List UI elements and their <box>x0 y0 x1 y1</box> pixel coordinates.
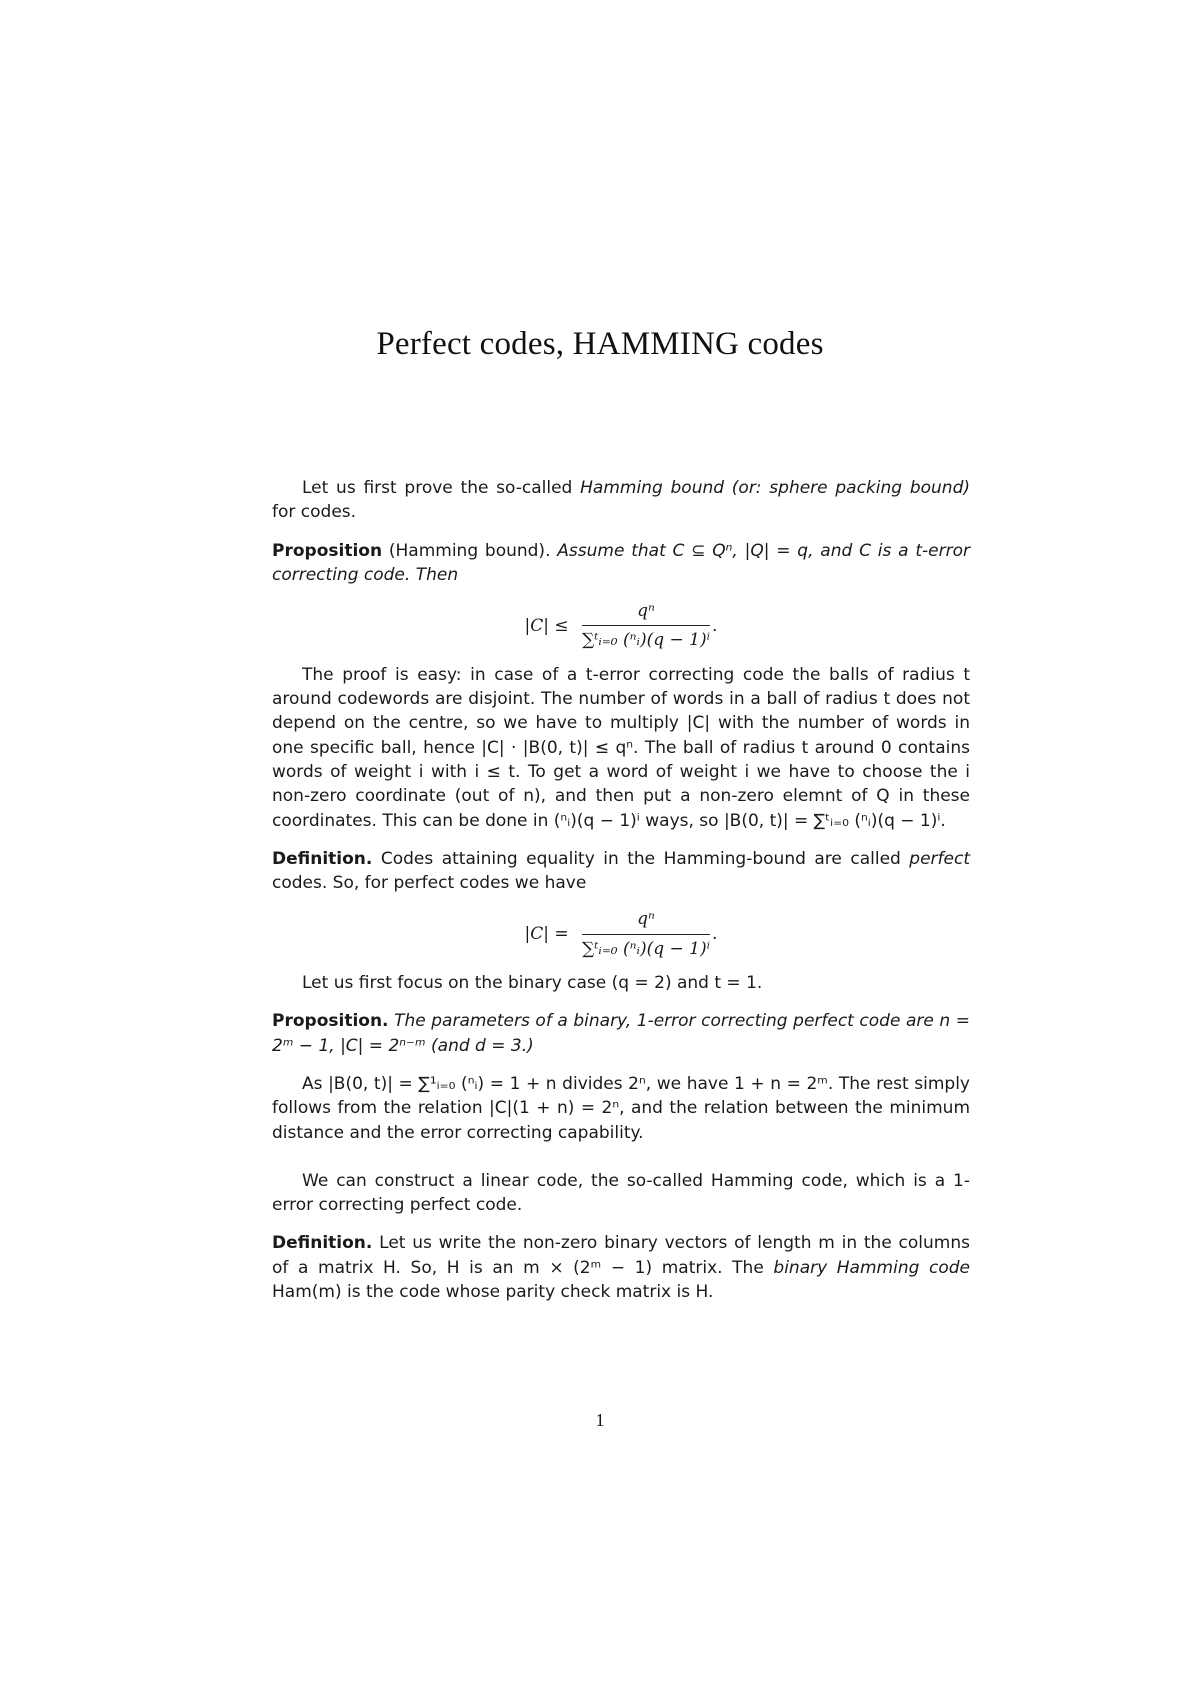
proposition-statement: The parameters of a binary, 1-error correcting perfect code are n = 2ᵐ − 1, |C| = 2ⁿ⁻ᵐ (and d = 3.) <box>272 1011 970 1056</box>
intro-emphasis: Hamming bound (or: sphere packing bound) <box>580 478 971 498</box>
intro-paragraph <box>272 476 970 525</box>
construct-paragraph: We can construct a linear code, the so-called Hamming code, which is a 1-error correcting perfect code. <box>272 1170 970 1216</box>
equation-fraction <box>582 599 710 653</box>
fraction-numerator: qⁿ <box>582 599 710 626</box>
fraction-denominator: ∑ᵗᵢ₌₀ (ⁿᵢ)(q − 1)ⁱ <box>582 938 711 959</box>
proposition-hamming-bound <box>272 539 970 588</box>
proof-paragraph: The proof is easy: in case of a t-error correcting code the balls of radius t around codewords are disjoint. The number of words in a ball of radius t does not depend on the centre, so we have to multiply |C| with the number of words in one specific ball, hence |C| · |B(0, t)| ≤ qⁿ. The ball of radius t around 0 contains words of weight i with i ≤ t. To get a word of weight i we have to choose the i non-zero coordinate (out of n), and then put a non-zero elemnt of Q in these coordinates. This can be done in (ⁿᵢ)(q − 1)ⁱ ways, so |B(0, t)| = ∑ᵗᵢ₌₀ (ⁿᵢ)(q − 1)ⁱ. <box>272 664 970 831</box>
equation-lhs: |C| ≤ <box>524 615 569 636</box>
body-text <box>272 476 970 1304</box>
equation-fraction <box>582 907 710 961</box>
perfect-code-equation <box>272 907 970 961</box>
definition-heading: Definition. <box>272 848 373 869</box>
hamming-bound-equation <box>272 599 970 653</box>
definition-text-end: Ham(m) is the code whose parity check matrix is H. <box>272 1282 714 1303</box>
page-title: Perfect codes, HAMMING codes <box>376 326 824 362</box>
definition-emphasis: binary Hamming code <box>773 1257 970 1278</box>
fraction-numerator: qⁿ <box>582 907 710 934</box>
definition-heading: Definition. <box>272 1233 373 1254</box>
page-number: 1 <box>595 1410 605 1430</box>
proposition-binary-parameters <box>272 1009 970 1058</box>
fraction-denominator: ∑ᵗᵢ₌₀ (ⁿᵢ)(q − 1)ⁱ <box>582 630 711 651</box>
definition-emphasis: perfect <box>909 848 970 869</box>
divides-paragraph: As |B(0, t)| = ∑¹ᵢ₌₀ (ⁿᵢ) = 1 + n divides 2ⁿ, we have 1 + n = 2ᵐ. The rest simply follows from the relation |C|(1 + n) = 2ⁿ, and the relation between the minimum distance and the error correcting capability. <box>272 1073 970 1143</box>
definition-perfect-code <box>272 847 970 896</box>
proposition-heading: Proposition <box>272 540 383 561</box>
proposition-heading: Proposition. <box>272 1011 389 1032</box>
definition-hamming-code <box>272 1231 970 1304</box>
intro-text: Let us first prove the so-called <box>302 478 581 498</box>
definition-text-end: codes. So, for perfect codes we have <box>272 873 587 894</box>
intro-text-end: for codes. <box>272 502 357 523</box>
definition-text: Codes attaining equality in the Hamming-bound are called <box>372 848 910 869</box>
equation-period: . <box>712 924 718 945</box>
equation-period: . <box>712 615 718 636</box>
equation-lhs: |C| = <box>524 924 569 945</box>
definition-text: Let us write the non-zero binary vectors of length m in the columns of a matrix H. So, H is an m × (2ᵐ − 1) matrix. The <box>272 1233 970 1278</box>
proposition-statement: Assume that C ⊆ Qⁿ, |Q| = q, and C is a t-error correcting code. Then <box>272 540 970 585</box>
binary-focus-paragraph: Let us first focus on the binary case (q = 2) and t = 1. <box>302 973 763 994</box>
proposition-label: (Hamming bound). <box>382 540 558 561</box>
